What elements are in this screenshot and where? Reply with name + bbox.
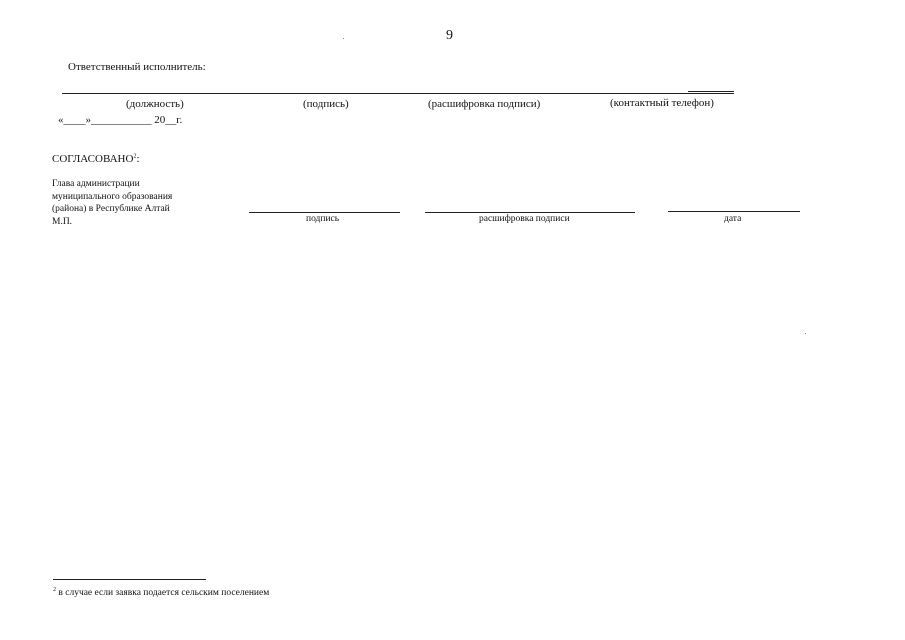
scan-speck <box>805 333 806 334</box>
agreed-suffix: : <box>136 153 140 165</box>
head-line: (района) в Республике Алтай <box>52 204 170 214</box>
head-line: муниципального образования <box>52 191 173 202</box>
footnote-separator <box>53 579 206 580</box>
caption-small-signature: подпись <box>306 214 340 224</box>
caption-small-date: дата <box>724 214 742 224</box>
caption-contact-phone: (контактный телефон) <box>610 97 714 109</box>
footnote <box>53 587 269 598</box>
scan-speck <box>343 38 344 39</box>
decoding-fill-line <box>425 212 635 213</box>
caption-small-decoding: расшифровка подписи <box>479 214 570 224</box>
footnote-mark: 2 <box>53 587 56 593</box>
footnote-text: в случае если заявка подается сельским поселением <box>56 588 270 599</box>
responsible-executor-title: Ответственный исполнитель: <box>68 61 206 73</box>
seal-place-label: М.П. <box>52 216 73 227</box>
date-fill-line-small <box>668 211 800 212</box>
caption-position: (должность) <box>126 98 184 110</box>
agreed-heading <box>52 153 140 165</box>
caption-signature-decoding: (расшифровка подписи) <box>428 98 541 110</box>
head-of-administration-block <box>52 178 222 228</box>
agreed-footnote-mark: 2 <box>133 153 137 160</box>
responsible-fill-line-short <box>688 91 734 92</box>
responsible-fill-line <box>62 93 734 94</box>
head-line: Глава администрации <box>52 179 140 189</box>
date-fill-line: «____»___________ 20__г. <box>58 114 183 126</box>
signature-fill-line <box>249 212 400 213</box>
page-number: 9 <box>446 28 453 43</box>
caption-signature: (подпись) <box>303 98 349 110</box>
agreed-title: СОГЛАСОВАНО <box>52 153 134 165</box>
